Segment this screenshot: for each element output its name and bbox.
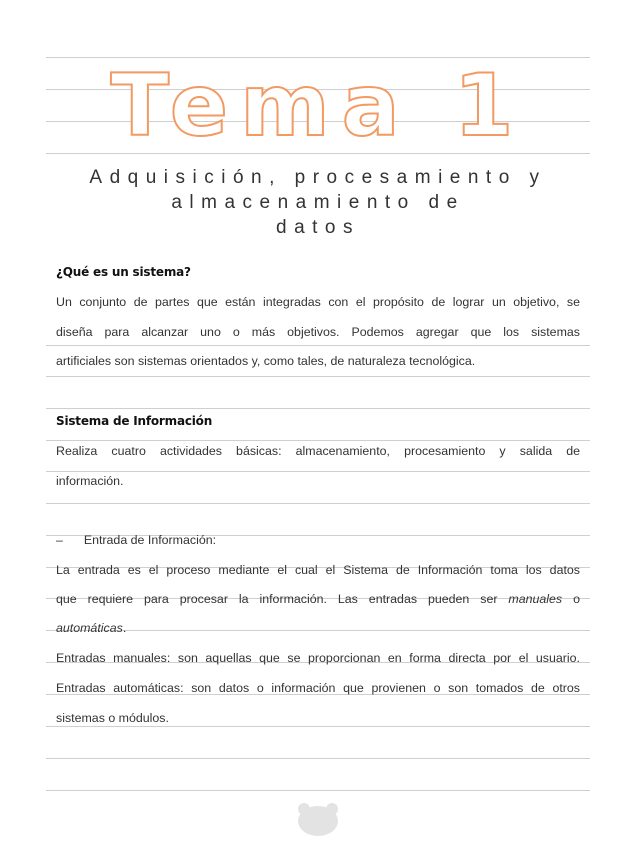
subtitle-line: Adquisición, procesamiento y	[89, 167, 547, 188]
subtitle	[60, 165, 576, 240]
paragraph-line: información.	[56, 474, 124, 488]
italic-term: automáticas	[56, 621, 123, 635]
section-heading-information-system: Sistema de Información	[56, 414, 213, 428]
ruled-line	[46, 726, 590, 727]
ruled-line	[46, 503, 590, 504]
bullet-heading-input	[56, 533, 580, 547]
subtitle-line: datos	[276, 217, 360, 238]
paragraph-line: Un conjunto de partes que están integradas con el propósito de lograr un objetivo, se	[56, 295, 580, 309]
bear-mascot-icon	[296, 800, 340, 836]
paragraph-line: diseña para alcanzar uno o más objetivos. Podemos agregar que los sistemas	[56, 325, 580, 339]
paragraph-text: que requiere para procesar la información. Las entradas pueden ser	[56, 592, 498, 606]
ruled-line	[46, 440, 590, 441]
paragraph-line	[56, 592, 580, 606]
ruled-line	[46, 376, 590, 377]
paragraph-line: Entradas automáticas: son datos o información que provienen o son tomados de otros	[56, 681, 580, 695]
paragraph-text: o	[573, 592, 580, 606]
bullet-heading-text: Entrada de Información:	[83, 533, 217, 547]
paragraph-line: Realiza cuatro actividades básicas: almacenamiento, procesamiento y salida de	[56, 444, 580, 458]
page-title: Tema 1	[110, 56, 526, 156]
paragraph-text: .	[122, 621, 127, 635]
ruled-line	[46, 345, 590, 346]
paragraph-line: artificiales son sistemas orientados y, como tales, de naturaleza tecnológica.	[56, 354, 476, 368]
paragraph-line	[56, 621, 580, 635]
paragraph-line: Entradas manuales: son aquellas que se proporcionan en forma directa por el usuario.	[56, 651, 580, 665]
section-heading-what-is-system: ¿Qué es un sistema?	[56, 265, 191, 279]
ruled-line	[46, 758, 590, 759]
ruled-line	[46, 790, 590, 791]
ruled-line	[46, 471, 590, 472]
paragraph-line: sistemas o módulos.	[56, 711, 169, 725]
ruled-line	[46, 408, 590, 409]
subtitle-line: almacenamiento de	[171, 192, 465, 213]
italic-term: manuales	[508, 592, 563, 606]
paragraph-line: La entrada es el proceso mediante el cual el Sistema de Información toma los datos	[56, 563, 580, 577]
bullet-dash: –	[56, 533, 63, 547]
